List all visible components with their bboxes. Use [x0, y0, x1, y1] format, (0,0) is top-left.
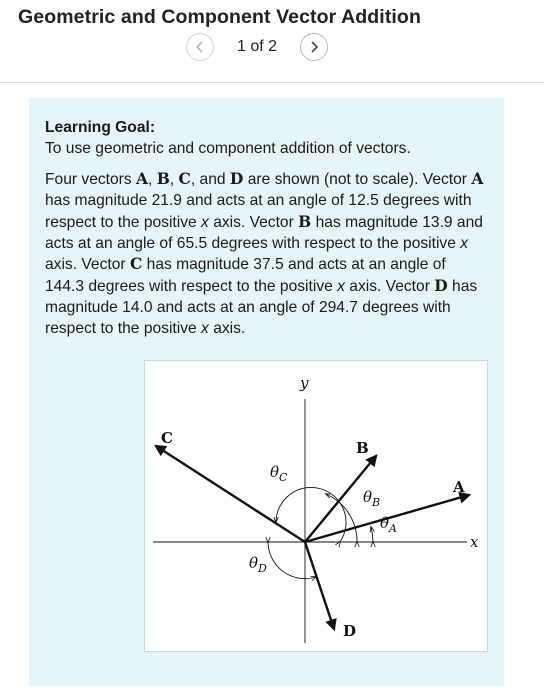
problem-panel — [29, 98, 504, 686]
y-axis-label: y — [300, 374, 309, 392]
header — [0, 0, 544, 83]
theta-d-label: $\theta_D$ — [249, 554, 267, 575]
vector-c-ref: C — [129, 254, 143, 274]
vector-a-name: A — [136, 168, 149, 188]
learning-goal-text: To use geometric and component addition of vectors. — [45, 139, 411, 157]
vector-b-ref: B — [298, 211, 312, 231]
x-axis-label: x — [470, 533, 479, 551]
problem-text — [45, 118, 485, 340]
theta-c-label: $\theta_C$ — [270, 463, 288, 484]
vector-b-label: B — [356, 439, 369, 457]
theta-a-arc — [371, 527, 373, 542]
theta-b-label: $\theta_B$ — [363, 488, 381, 509]
vector-d-label: D — [343, 622, 357, 640]
vector-d-ref: D — [434, 276, 448, 296]
chevron-right-icon — [308, 40, 320, 54]
pager — [186, 32, 328, 62]
chevron-left-icon — [194, 40, 206, 54]
vector-a-label: A — [453, 478, 465, 496]
vector-diagram-svg — [145, 361, 487, 651]
problem-description: Four vectors A, B, C, and D are shown (not to scale). Vector A has magnitude 21.9 and acts at an angle of 12.5 degrees with respect to the positive x axis. Vector B has magnitude 13.9 and acts at an angle of 65.5 degrees with respect to the positive x axis. Vector C has magnitude 37.5 and acts at an angle of 144.3 degrees with respect to the positive x axis. Vector D has magnitude 14.0 and acts at an angle of 294.7 degrees with respect to the positive x axis. — [45, 168, 484, 338]
vector-d-name: D — [229, 168, 244, 188]
page-indicator: 1 of 2 — [237, 38, 278, 55]
previous-page-button[interactable] — [186, 33, 214, 61]
learning-goal-heading: Learning Goal: — [45, 119, 156, 136]
vector-d-arrow — [305, 542, 334, 629]
theta-d-arc — [268, 542, 316, 579]
vector-diagram — [144, 360, 488, 652]
vector-c-arrow — [156, 446, 305, 542]
vector-c-label: C — [161, 429, 173, 447]
theta-a-label: $\theta_A$ — [380, 514, 397, 535]
vector-b-name: B — [156, 168, 170, 188]
vector-a-ref: A — [471, 168, 484, 188]
page-title: Geometric and Component Vector Addition — [18, 6, 421, 28]
vector-c-name: C — [178, 168, 191, 188]
next-page-button[interactable] — [300, 33, 328, 61]
